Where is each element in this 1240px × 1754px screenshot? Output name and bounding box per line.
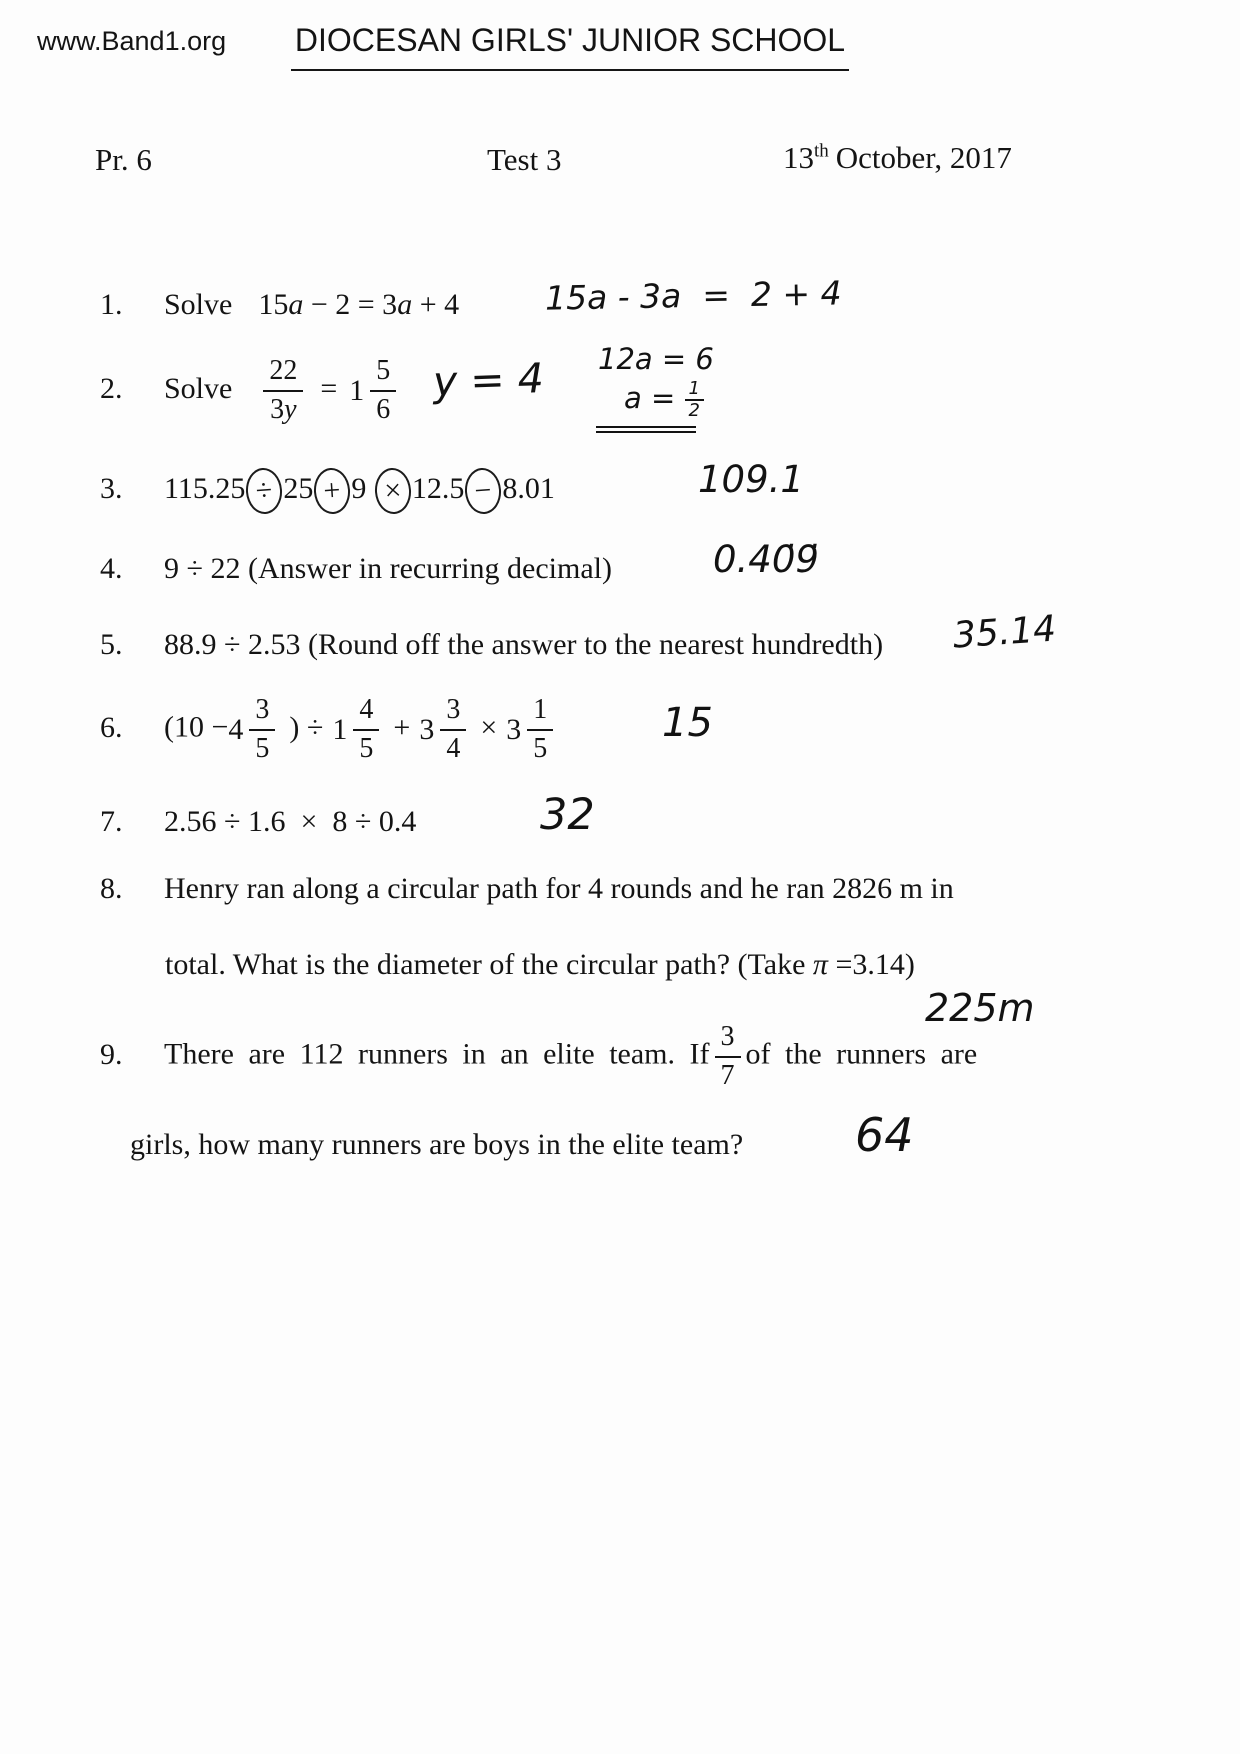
fraction-4-over-5 (353, 695, 379, 765)
double-underline (596, 426, 696, 433)
term: 9 (351, 471, 367, 505)
circled-times-operator: × (373, 467, 412, 515)
question-6-handwritten-answer: 15 (662, 700, 713, 746)
coefficient: 3 (270, 393, 285, 425)
fraction-3-over-4 (440, 695, 466, 765)
test-label: Test 3 (487, 142, 562, 177)
question-1-handwritten-working: 15a - 3a = 2 + 4 (544, 273, 842, 318)
term: 12.5 (411, 471, 465, 505)
term: 25 (283, 471, 314, 505)
whole-part: 1 (349, 373, 365, 407)
variable-y: y (284, 393, 297, 425)
fraction-3-over-5 (249, 695, 275, 765)
website-watermark: www.Band1.org (37, 26, 227, 56)
circled-minus-operator: − (464, 467, 503, 515)
question-2 (100, 356, 401, 426)
variable-a: a (397, 288, 413, 321)
question-8-text-line-1: Henry ran along a circular path for 4 rounds and he ran 2826 m in (164, 872, 954, 905)
pi-symbol: π (812, 948, 828, 981)
mixed-number-1-4-5 (332, 695, 384, 765)
question-8-line-1 (100, 872, 954, 906)
whole-part: 3 (506, 712, 522, 746)
question-8-number: 8. (100, 872, 123, 905)
term: 115.25 (164, 471, 246, 505)
question-4-text: 9 ÷ 22 (Answer in recurring decimal) (164, 552, 612, 585)
answer-prefix: 0.4 (713, 538, 772, 581)
denominator: 2 (688, 399, 700, 421)
denominator: 7 (720, 1059, 735, 1091)
eq-part: 15 (258, 288, 289, 321)
question-4 (100, 552, 612, 586)
numerator: 22 (263, 356, 303, 392)
question-4-handwritten-answer (713, 538, 819, 581)
numerator: 4 (353, 695, 379, 731)
fraction-1-over-5 (527, 695, 553, 765)
fraction-3-over-7 (715, 1022, 741, 1092)
mixed-number-1-5-6 (349, 356, 401, 426)
expression-open: (10 − (164, 710, 229, 744)
question-8-line-2 (165, 948, 915, 982)
numerator: 1 (685, 380, 704, 401)
plus-operator: + (393, 710, 411, 744)
answer-recurring-digits: 0̇9̇ (771, 538, 819, 581)
test-date (783, 140, 1012, 176)
operator: ) ÷ (289, 710, 324, 744)
question-8-text-line-2-end: =3.14) (827, 948, 915, 981)
date-ordinal: th (814, 140, 829, 162)
question-4-number: 4. (100, 552, 123, 585)
question-9-text-line-1: There are 112 runners in an elite team. If (164, 1037, 710, 1071)
question-8-text-line-2: total. What is the diameter of the circular path? (Take (165, 948, 813, 981)
question-5-number: 5. (100, 628, 123, 661)
question-9-line-2: girls, how many runners are boys in the elite team? (130, 1128, 744, 1161)
term: 8.01 (502, 471, 555, 505)
mixed-number-3-1-5 (506, 695, 558, 765)
fraction-5-over-6 (370, 356, 396, 426)
circled-divide-operator: ÷ (245, 467, 284, 515)
whole-part: 3 (419, 712, 435, 746)
eq-part: − 2 = 3 (303, 288, 398, 321)
numerator: 1 (527, 695, 553, 731)
equals-sign: = (320, 371, 338, 405)
question-2-label: Solve (164, 371, 233, 405)
date-rest: October, 2017 (835, 140, 1012, 175)
class-label: Pr. 6 (95, 142, 152, 177)
whole-part: 1 (332, 712, 348, 746)
question-7 (100, 805, 416, 839)
question-1-handwritten-working-3 (624, 380, 704, 420)
numerator: 3 (440, 695, 466, 731)
date-day: 13 (783, 140, 814, 175)
working-text: a = (624, 380, 685, 415)
eq-part: + 4 (412, 288, 460, 321)
question-7-handwritten-answer: 32 (540, 790, 595, 840)
denominator: 5 (359, 732, 374, 764)
question-3-handwritten-answer: 109.1 (698, 458, 804, 501)
question-5 (100, 628, 883, 662)
question-9-number: 9. (100, 1037, 123, 1071)
question-6-number: 6. (100, 710, 123, 744)
question-2-number: 2. (100, 371, 123, 405)
fraction-22-over-3y (263, 356, 303, 426)
question-1 (100, 288, 459, 322)
question-3-number: 3. (100, 471, 123, 505)
question-9-line-1 (100, 1022, 977, 1092)
question-7-text: 2.56 ÷ 1.6 × 8 ÷ 0.4 (164, 805, 417, 838)
question-8-handwritten-answer: 225m (925, 986, 1035, 1030)
question-5-handwritten-answer: 35.14 (951, 608, 1058, 657)
question-6 (100, 695, 558, 765)
question-5-text: 88.9 ÷ 2.53 (Round off the answer to the nearest hundredth) (164, 628, 884, 661)
whole-part: 4 (228, 712, 244, 746)
variable-a: a (288, 288, 304, 321)
school-title-wrap (250, 22, 890, 71)
question-9-text-line-1-end: of the runners are (745, 1037, 978, 1071)
denominator: 6 (376, 393, 391, 425)
question-1-handwritten-working-2: 12a = 6 (598, 342, 714, 376)
denominator (264, 392, 302, 426)
mixed-number-4-3-5 (228, 695, 280, 765)
question-7-number: 7. (100, 805, 123, 838)
question-3 (100, 468, 555, 514)
circled-plus-operator: + (313, 467, 352, 515)
numerator: 5 (370, 356, 396, 392)
question-1-label: Solve (164, 288, 233, 321)
numerator: 3 (249, 695, 275, 731)
question-1-number: 1. (100, 288, 123, 321)
denominator: 5 (255, 732, 270, 764)
denominator: 4 (446, 732, 461, 764)
times-operator: × (480, 710, 498, 744)
handwritten-fraction-1-over-2 (685, 380, 704, 420)
school-title: DIOCESAN GIRLS' JUNIOR SCHOOL (291, 22, 849, 71)
mixed-number-3-3-4 (419, 695, 471, 765)
question-9-handwritten-answer: 64 (855, 1108, 914, 1162)
question-1-equation (258, 288, 459, 321)
numerator: 3 (715, 1022, 741, 1058)
question-2-handwritten-answer: y = 4 (432, 354, 545, 406)
denominator: 5 (533, 732, 548, 764)
